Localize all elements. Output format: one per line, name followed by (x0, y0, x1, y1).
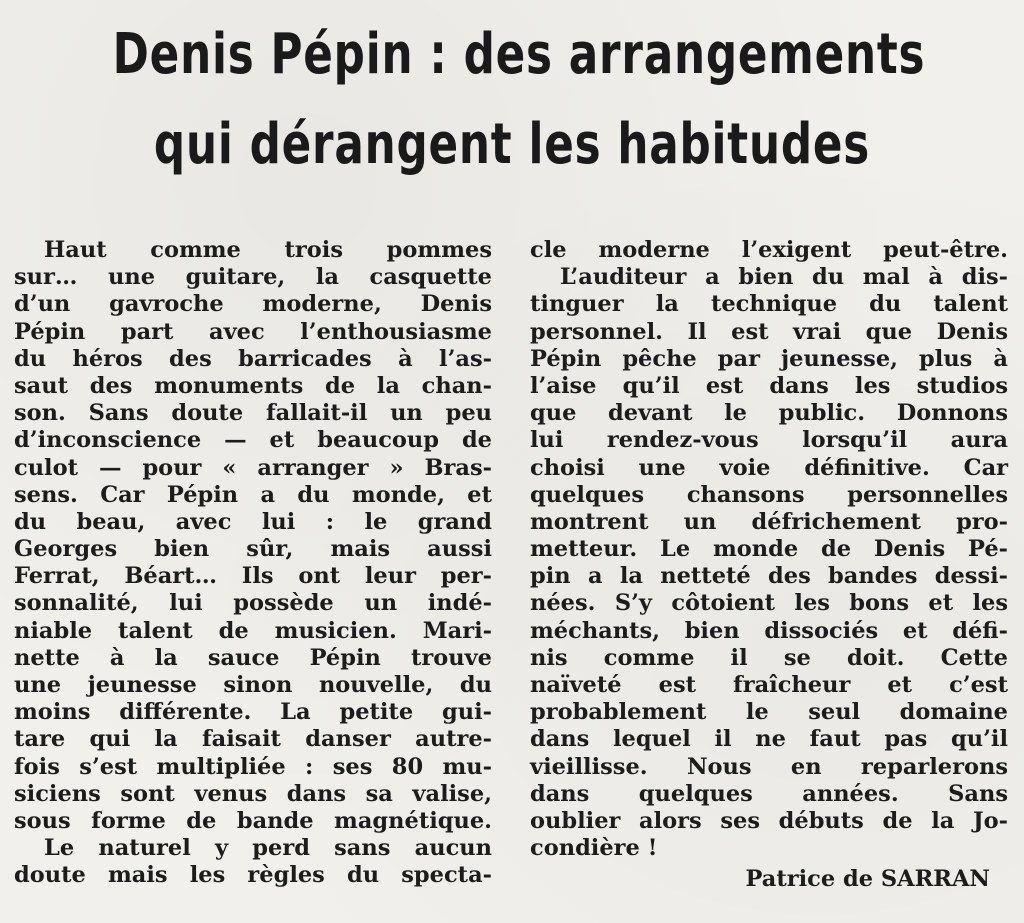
text-line: probablement le seul domaine (530, 699, 1008, 726)
text-line: Haut comme trois pommes (44, 237, 492, 263)
text-line: dans quelques années. Sans (530, 780, 1008, 807)
text-line: d’un gavroche moderne, Denis (14, 291, 492, 318)
article-column-right (530, 237, 1008, 894)
text-line: lui rendez-vous lorsqu’il aura (530, 427, 1008, 454)
text-line: pin a la netteté des bandes dessi- (530, 563, 1008, 590)
text-line: Ferrat, Béart… Ils ont leur per- (14, 563, 492, 590)
text-line: tare qui la faisait danser autre- (14, 726, 492, 753)
text-line: sens. Car Pépin a du monde, et (14, 481, 492, 508)
text-line: cle moderne l’exigent peut-être. (530, 237, 1008, 263)
text-line: Pépin pêche par jeunesse, plus à (530, 345, 1008, 372)
text-line: nette à la sauce Pépin trouve (14, 644, 492, 671)
text-line: niable talent de musicien. Mari- (14, 617, 492, 644)
text-line: culot — pour « arranger » Bras- (14, 454, 492, 481)
text-line: son. Sans doute fallait-il un peu (14, 400, 492, 427)
text-line: personnel. Il est vrai que Denis (530, 318, 1008, 345)
text-line: d’inconscience — et beaucoup de (14, 427, 492, 454)
text-line: une jeunesse sinon nouvelle, du (14, 672, 492, 698)
text-line: sonnalité, lui possède un indé- (14, 590, 492, 617)
text-line: metteur. Le monde de Denis Pé- (530, 536, 1008, 563)
text-line: condière ! (530, 835, 658, 862)
text-line: montrent un défrichement pro- (530, 508, 1008, 535)
text-line: sur… une guitare, la casquette (14, 264, 492, 291)
text-line: sous forme de bande magnétique. (14, 807, 492, 834)
text-line: fois s’est multipliée : ses 80 mu- (14, 753, 492, 780)
text-line: Georges bien sûr, mais aussi (14, 536, 492, 563)
text-line: oublier alors ses débuts de la Jo- (530, 807, 1008, 834)
text-line: Le naturel y perd sans aucun (44, 835, 492, 862)
text-line: nis comme il se doit. Cette (530, 644, 1008, 671)
text-line: choisi une voie définitive. Car (530, 454, 1008, 481)
text-line: doute mais les règles du specta- (14, 862, 492, 889)
text-line: que devant le public. Donnons (530, 400, 1008, 427)
text-line: tinguer la technique du talent (530, 291, 1008, 318)
text-line: L’auditeur a bien du mal à dis- (560, 264, 1008, 291)
text-line: du beau, avec lui : le grand (14, 508, 492, 535)
text-line: dans lequel il ne faut pas qu’il (530, 726, 1008, 753)
text-line: nées. S’y côtoient les bons et les (530, 590, 1008, 617)
byline: Patrice de SARRAN (745, 866, 990, 893)
text-line: moins différente. La petite gui- (14, 699, 492, 726)
text-line: siciens sont venus dans sa valise, (14, 780, 492, 807)
text-line: quelques chansons personnelles (530, 481, 1008, 508)
text-line: du héros des barricades à l’as- (14, 345, 492, 372)
text-line: l’aise qu’il est dans les studios (530, 372, 1008, 399)
article-column-left (14, 237, 492, 890)
text-line: méchants, bien dissociés et défi- (530, 617, 1008, 644)
text-line: saut des monuments de la chan- (14, 372, 492, 399)
headline-line-1: Denis Pépin : des arrangements (112, 22, 926, 87)
text-line: Pépin part avec l’enthousiasme (14, 318, 492, 345)
text-line: vieillisse. Nous en reparlerons (530, 753, 1008, 780)
text-line: naïveté est fraîcheur et c’est (530, 672, 1008, 698)
headline-line-2: qui dérangent les habitudes (153, 112, 871, 177)
